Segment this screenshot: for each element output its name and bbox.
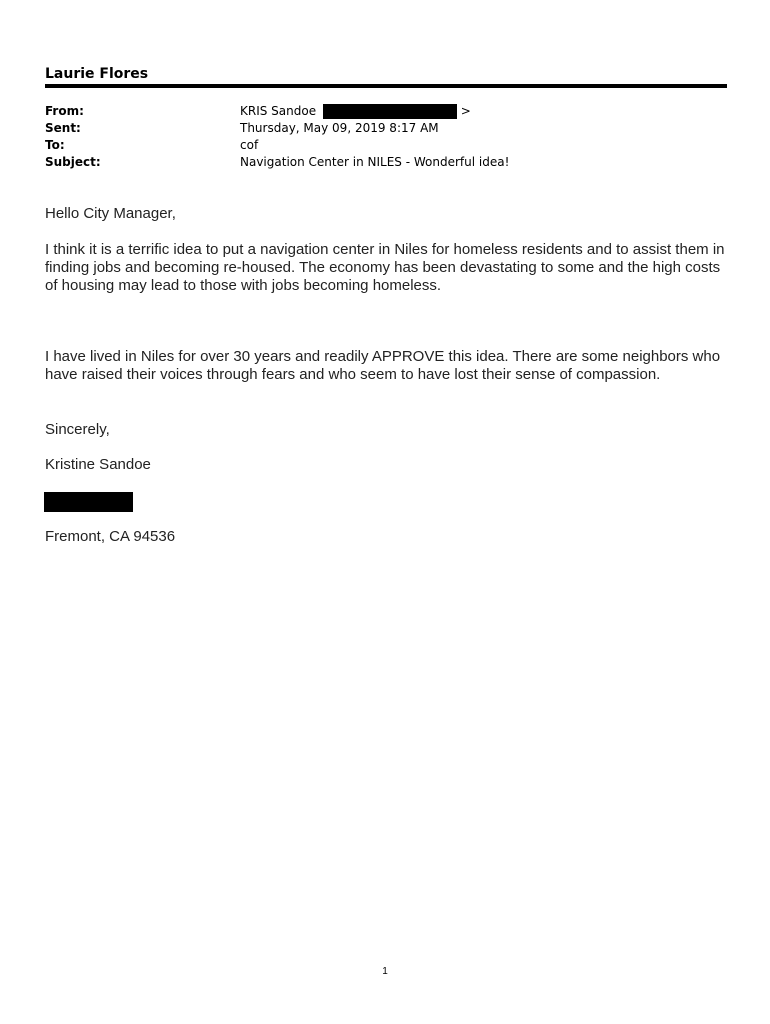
body-paragraph-2: I have lived in Niles for over 30 years and readily APPROVE this idea. There are some neighbors who have raised their voices through fears and who seem to have lost their sense of compassion. [45,348,721,383]
greeting: Hello City Manager, [45,205,176,222]
closing: Sincerely, [45,421,110,438]
to-label: To: [45,138,65,152]
redacted-address-block [44,492,133,512]
page-number: 1 [382,966,388,977]
body-paragraph-1: I think it is a terrific idea to put a navigation center in Niles for homeless residents and to assist them in finding jobs and becoming re-housed. The economy has been devastating to some and the high costs of housing may lead to those with jobs becoming homeless. [45,241,725,294]
subject-label: Subject: [45,155,101,169]
sent-label: Sent: [45,121,81,135]
from-name: KRIS Sandoe [240,104,317,118]
from-suffix: > [460,104,471,118]
redacted-email-block [323,104,457,119]
to-value: cof [240,138,259,152]
city-line: Fremont, CA 94536 [45,528,176,545]
signature-name: Kristine Sandoe [45,456,151,473]
sent-value: Thursday, May 09, 2019 8:17 AM [240,121,439,135]
document-owner: Laurie Flores [45,66,149,82]
subject-value: Navigation Center in NILES - Wonderful idea! [240,155,510,169]
header-divider [45,84,727,88]
from-value [240,103,471,120]
from-label: From: [45,104,84,118]
